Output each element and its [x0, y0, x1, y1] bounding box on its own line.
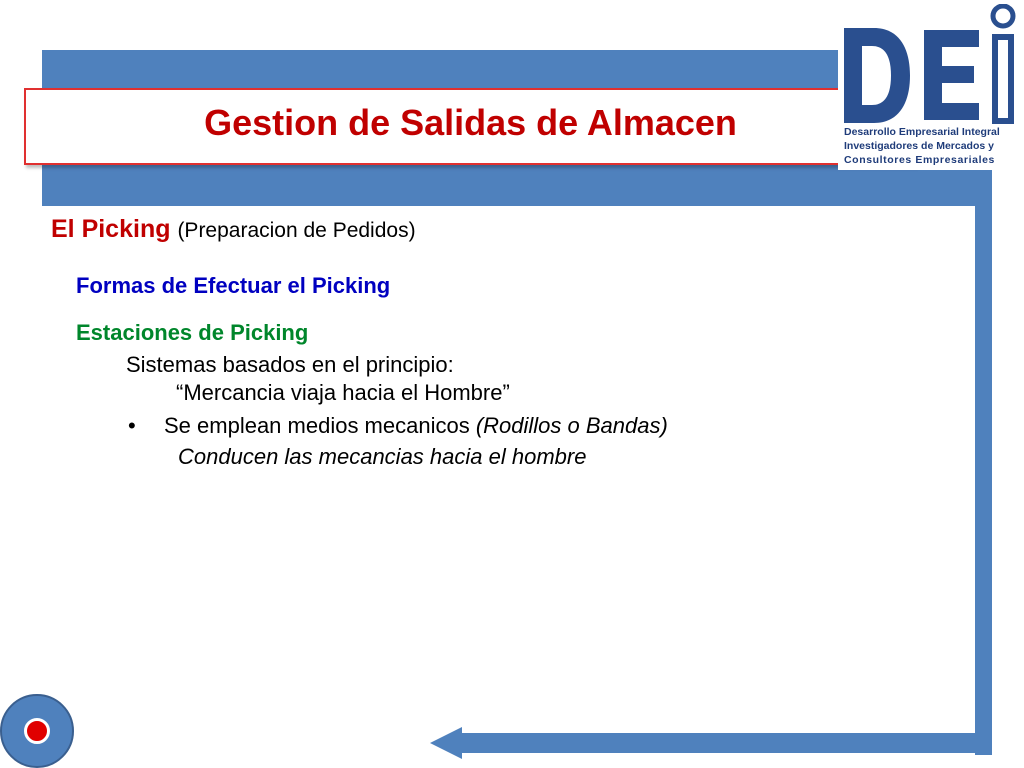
arrow-left-icon [430, 727, 462, 759]
subheading: Formas de Efectuar el Picking [76, 273, 391, 298]
home-nav-button[interactable] [0, 694, 74, 768]
slide-frame-bottom [460, 733, 992, 753]
logo-letter-e [924, 30, 979, 120]
title-box [24, 88, 917, 165]
bullet-icon: • [128, 413, 136, 438]
logo-text-line1: Desarrollo Empresarial Integral [844, 126, 1000, 138]
body-line-2: “Mercancia viaja hacia el Hombre” [176, 380, 510, 405]
heading-sub: (Preparacion de Pedidos) [177, 219, 416, 242]
dei-logo [838, 0, 1024, 170]
logo-text-line2: Investigadores de Mercados y [844, 140, 994, 152]
body-line-4: Conducen las mecancias hacia el hombre [178, 444, 587, 469]
bullet-text-italic: (Rodillos o Bandas) [475, 413, 668, 438]
heading-main: El Picking [51, 215, 171, 243]
section-heading [51, 215, 416, 244]
bullet-item [128, 413, 668, 439]
body-line-1: Sistemas basados en el principio: [126, 352, 454, 377]
logo-text-line3: Consultores Empresariales [844, 154, 995, 166]
slide-title: Gestion de Salidas de Almacen [204, 102, 737, 143]
record-dot-icon [24, 718, 50, 744]
bullet-text: Se emplean medios mecanicos [164, 413, 476, 438]
logo-letter-d [844, 28, 910, 123]
slide-frame-right [975, 200, 992, 755]
section-title: Estaciones de Picking [76, 320, 309, 345]
logo-letter-i [988, 4, 1018, 124]
